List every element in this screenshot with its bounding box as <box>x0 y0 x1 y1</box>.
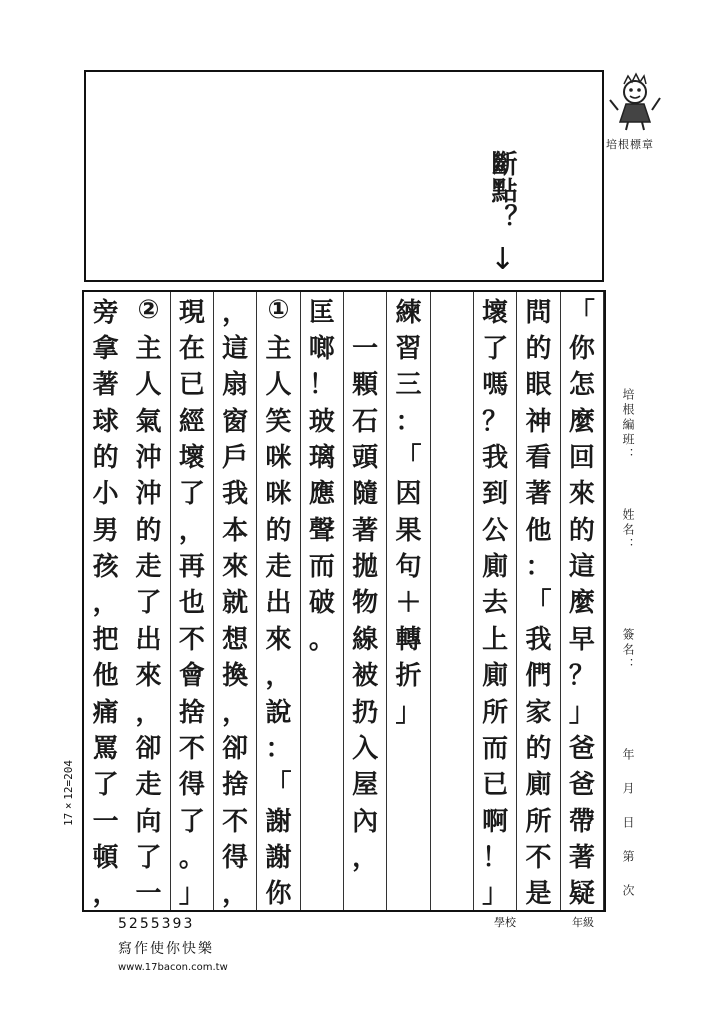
manuscript-cell: 玻 <box>308 406 335 437</box>
manuscript-cell: 我 <box>482 443 509 474</box>
manuscript-cell: 了 <box>135 588 162 619</box>
manuscript-cell: 折 <box>395 661 422 692</box>
manuscript-column <box>214 292 257 910</box>
manuscript-cell: 。 <box>178 842 205 873</box>
manuscript-cell: 沖 <box>135 443 162 474</box>
manuscript-cell: 就 <box>222 588 249 619</box>
manuscript-cell: 來 <box>568 479 595 510</box>
manuscript-cell <box>344 874 386 910</box>
footer-slogan: 寫作使你快樂 <box>118 941 214 957</box>
manuscript-cell: 的 <box>568 515 595 546</box>
manuscript-cell: 們 <box>525 661 552 692</box>
manuscript-cell: 了 <box>482 334 509 365</box>
manuscript-cell: 向 <box>135 806 162 837</box>
manuscript-cell: 扔 <box>352 697 379 728</box>
manuscript-cell: 沖 <box>135 479 162 510</box>
manuscript-cell: 啊 <box>482 806 509 837</box>
manuscript-cell: 疑 <box>568 879 595 910</box>
teacher-comment-box <box>84 70 604 282</box>
manuscript-cell: 的 <box>525 334 552 365</box>
manuscript-cell <box>431 619 473 655</box>
manuscript-cell: 著 <box>525 479 552 510</box>
manuscript-cell: 拿 <box>92 334 119 365</box>
manuscript-cell: 已 <box>178 370 205 401</box>
manuscript-cell: 卻 <box>135 733 162 764</box>
manuscript-cell: 一 <box>135 879 162 910</box>
manuscript-cell: 練 <box>395 297 422 328</box>
manuscript-cell: 扇 <box>222 370 249 401</box>
manuscript-cell <box>431 874 473 910</box>
manuscript-cell <box>431 474 473 510</box>
manuscript-cell: 旁 <box>92 297 119 328</box>
date-label: 年月日第次 <box>621 748 635 918</box>
manuscript-column <box>387 292 430 910</box>
manuscript-cell: 不 <box>178 733 205 764</box>
manuscript-column <box>474 292 517 910</box>
manuscript-cell: 罵 <box>92 733 119 764</box>
manuscript-cell: 男 <box>92 515 119 546</box>
manuscript-cell <box>301 837 343 873</box>
manuscript-cell: 痛 <box>92 697 119 728</box>
arrow-down-icon: ↓ <box>490 242 516 277</box>
manuscript-cell: 來 <box>265 624 292 655</box>
manuscript-cell: 爸 <box>568 733 595 764</box>
manuscript-cell: 捨 <box>222 770 249 801</box>
manuscript-cell: 而 <box>482 733 509 764</box>
manuscript-cell: ， <box>135 697 162 728</box>
manuscript-cell <box>431 837 473 873</box>
manuscript-cell: ＋ <box>395 588 422 619</box>
manuscript-cell: 他 <box>92 661 119 692</box>
manuscript-column <box>431 292 474 910</box>
manuscript-cell: 「 <box>395 443 422 474</box>
manuscript-cell: 是 <box>525 879 552 910</box>
manuscript-column <box>127 292 170 910</box>
manuscript-cell: ， <box>222 697 249 728</box>
teacher-comment-note: 斷點？ <box>487 150 517 231</box>
manuscript-cell: 早 <box>568 624 595 655</box>
manuscript-cell: 得 <box>178 770 205 801</box>
manuscript-cell: 眼 <box>525 370 552 401</box>
manuscript-cell: 應 <box>308 479 335 510</box>
manuscript-cell <box>431 292 473 328</box>
manuscript-cell: 來 <box>222 552 249 583</box>
manuscript-cell: 氣 <box>135 406 162 437</box>
manuscript-cell: 。 <box>308 624 335 655</box>
manuscript-cell <box>431 437 473 473</box>
manuscript-cell: 笑 <box>265 406 292 437</box>
school-label: 學校 <box>494 916 516 929</box>
manuscript-cell: 得 <box>222 842 249 873</box>
manuscript-cell: 主 <box>135 334 162 365</box>
manuscript-cell <box>431 365 473 401</box>
grade-label: 年級 <box>572 916 594 929</box>
manuscript-cell <box>387 765 429 801</box>
manuscript-column <box>344 292 387 910</box>
manuscript-cell <box>431 546 473 582</box>
manuscript-cell: 著 <box>568 842 595 873</box>
manuscript-cell: 而 <box>308 552 335 583</box>
manuscript-cell: 捨 <box>178 697 205 728</box>
manuscript-cell: 聲 <box>308 515 335 546</box>
manuscript-cell: ② <box>137 295 160 326</box>
manuscript-cell: 神 <box>525 406 552 437</box>
manuscript-cell: 的 <box>135 515 162 546</box>
manuscript-cell: 出 <box>135 624 162 655</box>
manuscript-cell: ， <box>265 661 292 692</box>
manuscript-cell: 轉 <box>395 624 422 655</box>
manuscript-cell: 隨 <box>352 479 379 510</box>
manuscript-cell: 破 <box>308 588 335 619</box>
manuscript-cell: 再 <box>178 552 205 583</box>
manuscript-cell: 你 <box>265 879 292 910</box>
manuscript-cell: ， <box>222 879 249 910</box>
manuscript-cell: 璃 <box>308 443 335 474</box>
manuscript-cell: 咪 <box>265 479 292 510</box>
manuscript-cell: 頓 <box>92 842 119 873</box>
manuscript-cell: 屋 <box>352 770 379 801</box>
manuscript-cell <box>301 656 343 692</box>
manuscript-cell <box>431 656 473 692</box>
manuscript-grid <box>82 290 606 912</box>
bacon-stamp-logo <box>606 70 664 132</box>
manuscript-cell: 」 <box>395 697 422 728</box>
manuscript-cell: 人 <box>265 370 292 401</box>
manuscript-cell: 現 <box>178 297 205 328</box>
manuscript-cell: 著 <box>92 370 119 401</box>
footer-code: 5255393 <box>118 916 195 932</box>
manuscript-cell: 戶 <box>222 443 249 474</box>
manuscript-cell: 上 <box>482 624 509 655</box>
manuscript-cell <box>431 510 473 546</box>
manuscript-cell: 拋 <box>352 552 379 583</box>
manuscript-cell: 了 <box>92 770 119 801</box>
manuscript-cell: 「 <box>525 588 552 619</box>
manuscript-cell: 的 <box>525 733 552 764</box>
name-label: 姓名： <box>621 508 635 553</box>
manuscript-cell: 廁 <box>525 770 552 801</box>
manuscript-cell <box>431 765 473 801</box>
manuscript-cell: ： <box>395 406 422 437</box>
manuscript-cell: 」 <box>178 879 205 910</box>
manuscript-cell: 咪 <box>265 443 292 474</box>
manuscript-cell: 怎 <box>568 370 595 401</box>
manuscript-cell: 內 <box>352 806 379 837</box>
manuscript-cell: 我 <box>222 479 249 510</box>
manuscript-cell <box>431 801 473 837</box>
manuscript-cell <box>387 801 429 837</box>
manuscript-cell: 了 <box>178 479 205 510</box>
manuscript-cell: 也 <box>178 588 205 619</box>
manuscript-cell: 主 <box>265 334 292 365</box>
manuscript-cell: ？ <box>482 406 509 437</box>
manuscript-cell: 看 <box>525 443 552 474</box>
manuscript-cell: 去 <box>482 588 509 619</box>
manuscript-cell: 廁 <box>482 661 509 692</box>
manuscript-cell: 入 <box>352 733 379 764</box>
manuscript-cell: 被 <box>352 661 379 692</box>
grid-size-code: 17×12=204 <box>62 760 75 826</box>
manuscript-cell: 謝 <box>265 842 292 873</box>
manuscript-cell: 他 <box>525 515 552 546</box>
manuscript-cell <box>387 874 429 910</box>
manuscript-cell: 小 <box>92 479 119 510</box>
manuscript-cell <box>344 292 386 328</box>
manuscript-column <box>257 292 300 910</box>
manuscript-cell: 到 <box>482 479 509 510</box>
manuscript-cell: 走 <box>135 552 162 583</box>
manuscript-cell: 換 <box>222 661 249 692</box>
manuscript-cell <box>431 583 473 619</box>
manuscript-cell: 人 <box>135 370 162 401</box>
manuscript-cell: 著 <box>352 515 379 546</box>
manuscript-cell: ！ <box>308 370 335 401</box>
manuscript-cell: 麼 <box>568 588 595 619</box>
manuscript-cell <box>387 837 429 873</box>
manuscript-cell: ， <box>178 515 205 546</box>
manuscript-cell: 因 <box>395 479 422 510</box>
manuscript-cell: 經 <box>178 406 205 437</box>
manuscript-cell: 把 <box>92 624 119 655</box>
manuscript-cell: 的 <box>92 443 119 474</box>
manuscript-cell: 一 <box>352 334 379 365</box>
manuscript-cell: 謝 <box>265 806 292 837</box>
manuscript-cell: 一 <box>92 806 119 837</box>
manuscript-cell <box>301 765 343 801</box>
manuscript-cell: 公 <box>482 515 509 546</box>
manuscript-cell: 所 <box>482 697 509 728</box>
manuscript-cell: ， <box>352 842 379 873</box>
manuscript-cell: 壞 <box>178 443 205 474</box>
manuscript-cell: 家 <box>525 697 552 728</box>
manuscript-cell: ① <box>267 295 290 326</box>
manuscript-cell: 你 <box>568 334 595 365</box>
manuscript-column <box>517 292 560 910</box>
manuscript-cell: 廁 <box>482 552 509 583</box>
manuscript-cell: 回 <box>568 443 595 474</box>
manuscript-cell: 」 <box>482 879 509 910</box>
manuscript-cell: 句 <box>395 552 422 583</box>
manuscript-cell: 所 <box>525 806 552 837</box>
manuscript-cell: 顆 <box>352 370 379 401</box>
manuscript-column <box>301 292 344 910</box>
manuscript-cell: 麼 <box>568 406 595 437</box>
manuscript-cell: 「 <box>568 297 595 328</box>
stamp-caption: 培根標章 <box>606 138 654 151</box>
manuscript-cell: 我 <box>525 624 552 655</box>
manuscript-cell: 會 <box>178 661 205 692</box>
class-label: 培根編班： <box>621 388 635 463</box>
manuscript-cell: 嗎 <box>482 370 509 401</box>
manuscript-cell: 的 <box>265 515 292 546</box>
manuscript-cell: 三 <box>395 370 422 401</box>
manuscript-cell: 走 <box>135 770 162 801</box>
manuscript-cell: 問 <box>525 297 552 328</box>
manuscript-cell: 想 <box>222 624 249 655</box>
manuscript-cell: 習 <box>395 334 422 365</box>
manuscript-cell: ， <box>92 879 119 910</box>
manuscript-cell: 頭 <box>352 443 379 474</box>
footer-url: www.17bacon.com.tw <box>118 962 228 973</box>
manuscript-cell: 在 <box>178 334 205 365</box>
manuscript-column <box>561 292 604 910</box>
manuscript-cell: 孩 <box>92 552 119 583</box>
manuscript-cell: 啷 <box>308 334 335 365</box>
manuscript-cell: ： <box>265 733 292 764</box>
manuscript-cell <box>431 692 473 728</box>
manuscript-cell: 出 <box>265 588 292 619</box>
manuscript-cell: 這 <box>568 552 595 583</box>
manuscript-cell: 本 <box>222 515 249 546</box>
manuscript-cell <box>431 328 473 364</box>
manuscript-cell: 不 <box>525 842 552 873</box>
manuscript-cell <box>301 692 343 728</box>
manuscript-cell: 「 <box>265 770 292 801</box>
manuscript-cell <box>301 728 343 764</box>
manuscript-cell: 已 <box>482 770 509 801</box>
manuscript-cell <box>301 801 343 837</box>
manuscript-cell: ！ <box>482 842 509 873</box>
manuscript-cell <box>431 401 473 437</box>
manuscript-cell <box>431 728 473 764</box>
manuscript-cell: 卻 <box>222 733 249 764</box>
signature-label: 簽名： <box>621 628 635 673</box>
manuscript-cell: 帶 <box>568 806 595 837</box>
manuscript-cell: 來 <box>135 661 162 692</box>
manuscript-cell: 了 <box>135 842 162 873</box>
manuscript-cell: 」 <box>568 697 595 728</box>
manuscript-cell: ？ <box>568 661 595 692</box>
manuscript-cell: 說 <box>265 697 292 728</box>
manuscript-cell: ， <box>92 588 119 619</box>
manuscript-cell: 物 <box>352 588 379 619</box>
manuscript-cell: 石 <box>352 406 379 437</box>
manuscript-column <box>171 292 214 910</box>
manuscript-cell: 爸 <box>568 770 595 801</box>
manuscript-cell <box>387 728 429 764</box>
manuscript-cell: 線 <box>352 624 379 655</box>
manuscript-cell: 走 <box>265 552 292 583</box>
manuscript-cell: ， <box>222 297 249 328</box>
manuscript-cell: 球 <box>92 406 119 437</box>
manuscript-cell: 了 <box>178 806 205 837</box>
manuscript-column <box>84 292 127 910</box>
manuscript-cell <box>301 874 343 910</box>
manuscript-cell: ： <box>525 552 552 583</box>
manuscript-cell: 這 <box>222 334 249 365</box>
manuscript-cell: 匡 <box>308 297 335 328</box>
manuscript-cell: 不 <box>222 806 249 837</box>
manuscript-cell: 壞 <box>482 297 509 328</box>
manuscript-cell: 不 <box>178 624 205 655</box>
manuscript-cell: 果 <box>395 515 422 546</box>
manuscript-cell: 窗 <box>222 406 249 437</box>
